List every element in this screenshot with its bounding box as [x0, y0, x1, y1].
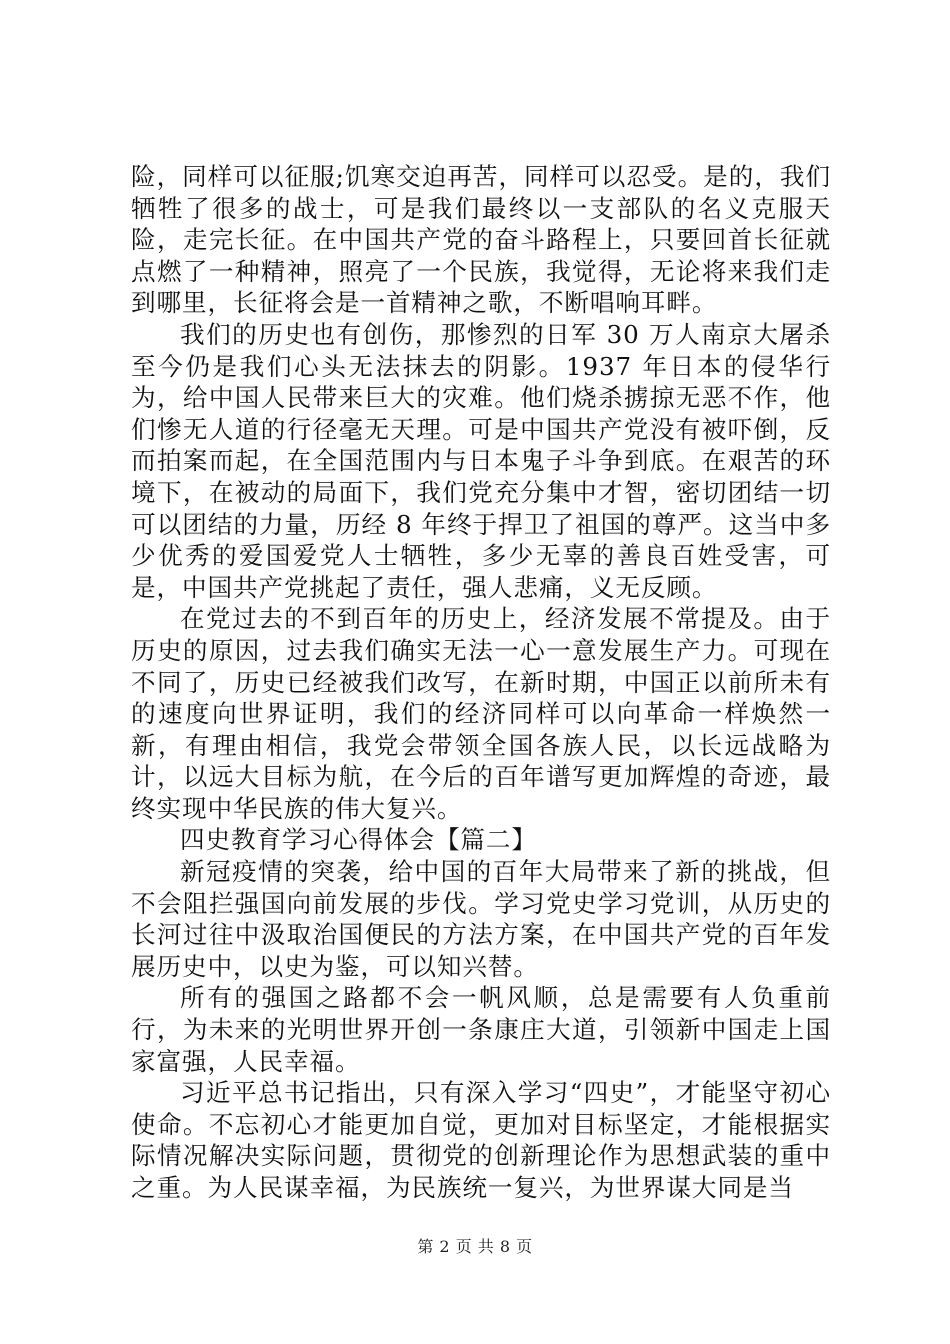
paragraph: 新冠疫情的突袭，给中国的百年大局带来了新的挑战，但不会阻拦强国向前发展的步伐。学习党史学习党训，从历史的长河过往中汲取治国便民的方法方案，在中国共产党的百年发展历史中，以史为鉴，可以知兴替。: [131, 857, 831, 981]
page-footer: [0, 1237, 950, 1257]
paragraph: 所有的强国之路都不会一帆风顺，总是需要有人负重前行，为未来的光明世界开创一条康庄大道，引领新中国走上国家富强，人民幸福。: [131, 983, 831, 1076]
paragraph: 我们的历史也有创伤，那惨烈的日军 30 万人南京大屠杀至今仍是我们心头无法抹去的阴影。1937 年日本的侵华行为，给中国人民带来巨大的灾难。他们烧杀掳掠无恶不作，他们惨无人道的行径毫无天理。可是中国共产党没有被吓倒，反而拍案而起，在全国范围内与日本鬼子斗争到底。在艰苦的环境下，在被动的局面下，我们党充分集中才智，密切团结一切可以团结的力量，历经 8 年终于捍卫了祖国的尊严。这当中多少优秀的爱国爱党人士牺牲，多少无辜的善良百姓受害，可是，中国共产党挑起了责任，强人悲痛，义无反顾。: [131, 319, 831, 602]
paragraph: 在党过去的不到百年的历史上，经济发展不常提及。由于历史的原因，过去我们确实无法一心一意发展生产力。可现在不同了，历史已经被我们改写，在新时期，中国正以前所未有的速度向世界证明，我们的经济同样可以向革命一样焕然一新，有理由相信，我党会带领全国各族人民，以长远战略为计，以远大目标为航，在今后的百年谱写更加辉煌的奇迹，最终实现中华民族的伟大复兴。: [131, 604, 831, 823]
paragraph: 习近平总书记指出，只有深入学习“四史”，才能坚守初心使命。不忘初心才能更加自觉，更加对目标坚定，才能根据实际情况解决实际问题，贯彻党的创新理论作为思想武装的重中之重。为人民谋幸福，为民族统一复兴，为世界谋大同是当: [131, 1078, 831, 1202]
paragraph-continued: 险，同样可以征服;饥寒交迫再苦，同样可以忍受。是的，我们牺牲了很多的战士，可是我们最终以一支部队的名义克服天险，走完长征。在中国共产党的奋斗路程上，只要回首长征就点燃了一种精神，照亮了一个民族，我觉得，无论将来我们走到哪里，长征将会是一首精神之歌，不断唱响耳畔。: [131, 162, 831, 318]
page-number: 第 2 页 共 8 页: [417, 1237, 533, 1256]
document-body: [131, 161, 831, 1204]
section-heading: 四史教育学习心得体会【篇二】: [180, 825, 537, 855]
